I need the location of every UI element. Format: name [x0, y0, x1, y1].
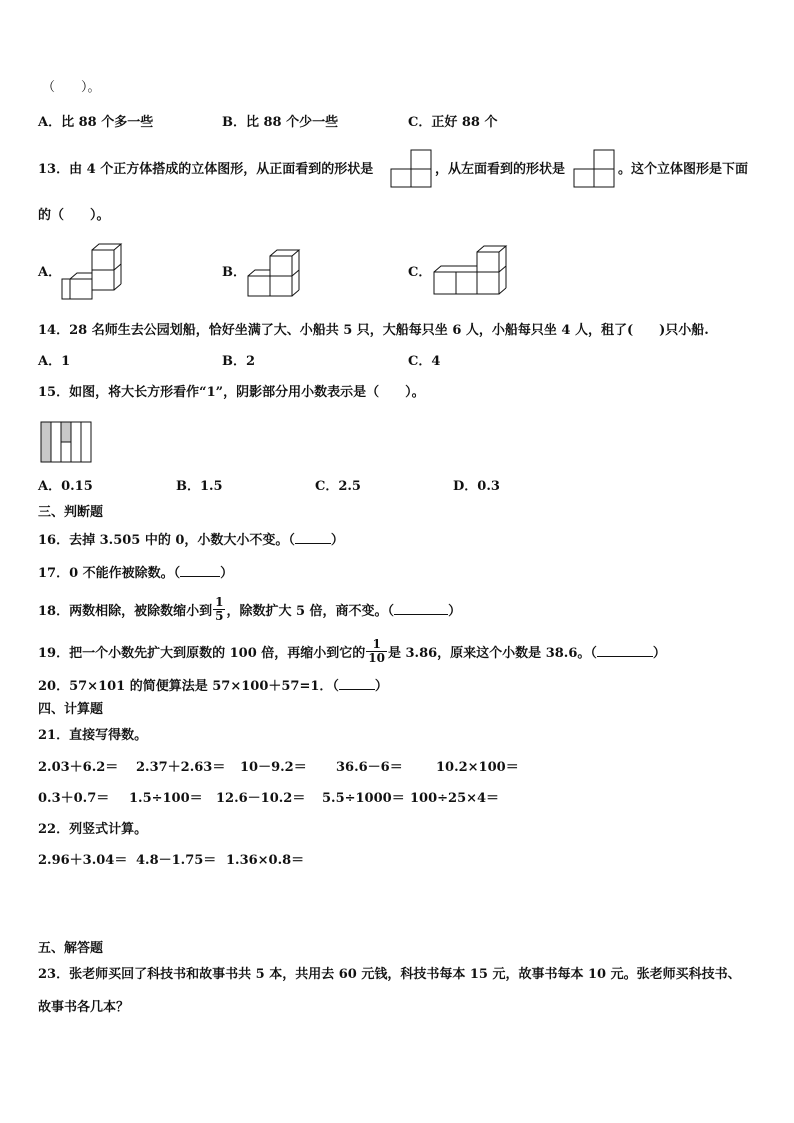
q13-line2: 的（ ）。	[38, 208, 110, 223]
q19-fraction: $\frac{1}{10}$	[368, 637, 385, 665]
q15-option-a: A．0.15	[38, 479, 93, 494]
q21-item: 12.6－10.2＝	[216, 791, 306, 806]
q14-option-c: C．4	[408, 354, 441, 369]
option-c-cube-figure	[432, 244, 508, 300]
q13-text-a: 13．由 4 个正方体搭成的立体图形，从正面看到的形状是	[38, 162, 374, 177]
q21-item: 1.5÷100＝	[129, 791, 203, 806]
q21-item: 2.37＋2.63＝	[136, 760, 226, 775]
q22-item: 1.36×0.8＝	[226, 853, 305, 868]
q13-text-c: 。这个立体图形是下面	[618, 162, 749, 177]
front-view-figure	[389, 149, 433, 189]
section-5-heading: 五、解答题	[38, 941, 104, 956]
q14-text: 14．28 名师生去公园划船，恰好坐满了大、小船共 5 只，大船每只坐 6 人，小船每只坐 4 人，租了( )只小船.	[38, 323, 709, 338]
q12-tail: （ ）。	[42, 80, 101, 95]
q21-item: 2.03＋6.2＝	[38, 760, 119, 775]
q21-item: 100÷25×4＝	[410, 791, 500, 806]
q18-blank[interactable]	[394, 602, 448, 615]
q20-text: 20．57×101 的简便算法是 57×100＋57=1．（ ）	[38, 679, 388, 694]
q21-item: 36.6－6＝	[336, 760, 403, 775]
q18-fraction: $\frac{1}{5}$	[215, 595, 224, 623]
q15-option-b: B．1.5	[176, 479, 223, 494]
q21-item: 10.2×100＝	[436, 760, 519, 775]
q22-text: 22．列竖式计算。	[38, 822, 148, 837]
q17-blank[interactable]	[180, 564, 220, 577]
q22-item: 4.8－1.75＝	[136, 853, 217, 868]
q14-option-a: A．1	[38, 354, 71, 369]
q18-text: 18．两数相除，被除数缩小到 $\frac{1}{5}$ ，除数扩大 5 倍，商不变。（ ）	[38, 595, 462, 623]
q21-text: 21．直接写得数。	[38, 728, 148, 743]
q21-item: 5.5÷1000＝	[322, 791, 405, 806]
q20-blank[interactable]	[339, 677, 375, 690]
q13-label-a: A．	[38, 265, 62, 280]
option-b-cube-figure	[246, 248, 302, 300]
q21-item: 0.3＋0.7＝	[38, 791, 110, 806]
option-a-cube-figure	[62, 242, 124, 302]
q16-text: 16．去掉 3.505 中的 0，小数大小不变。（ ）	[38, 533, 344, 548]
q19-blank[interactable]	[597, 644, 653, 657]
q12-option-b: B．比 88 个少一些	[222, 115, 339, 130]
q14-option-b: B．2	[222, 354, 256, 369]
left-view-figure	[572, 149, 616, 189]
q19-text: 19．把一个小数先扩大到原数的 100 倍，再缩小到它的 $\frac{1}{10}$ 是 3.86，原来这个小数是 38.6。（ ）	[38, 637, 666, 665]
section-3-heading: 三、判断题	[38, 505, 104, 520]
q12-option-c: C．正好 88 个	[408, 115, 498, 130]
q15-option-c: C．2.5	[315, 479, 361, 494]
q22-item: 2.96＋3.04＝	[38, 853, 128, 868]
q13-label-b: B．	[222, 265, 246, 280]
q17-text: 17．0 不能作被除数。（ ）	[38, 566, 234, 581]
section-4-heading: 四、计算题	[38, 702, 104, 717]
q13-label-c: C．	[408, 265, 432, 280]
q15-option-d: D．0.3	[453, 479, 500, 494]
q21-item: 10－9.2＝	[240, 760, 307, 775]
q12-option-a: A．比 88 个多一些	[38, 115, 154, 130]
q13-text-b: ，从左面看到的形状是	[435, 162, 566, 177]
q16-blank[interactable]	[295, 531, 331, 544]
q23-line1: 23．张老师买回了科技书和故事书共 5 本，共用去 60 元钱，科技书每本 15 元，故事书每本 10 元。张老师买科技书、	[38, 967, 741, 982]
decimal-rectangle-figure	[40, 421, 92, 463]
q23-line2: 故事书各几本？	[38, 1000, 130, 1015]
q15-text: 15．如图，将大长方形看作“1”，阴影部分用小数表示是（ ）。	[38, 385, 425, 400]
